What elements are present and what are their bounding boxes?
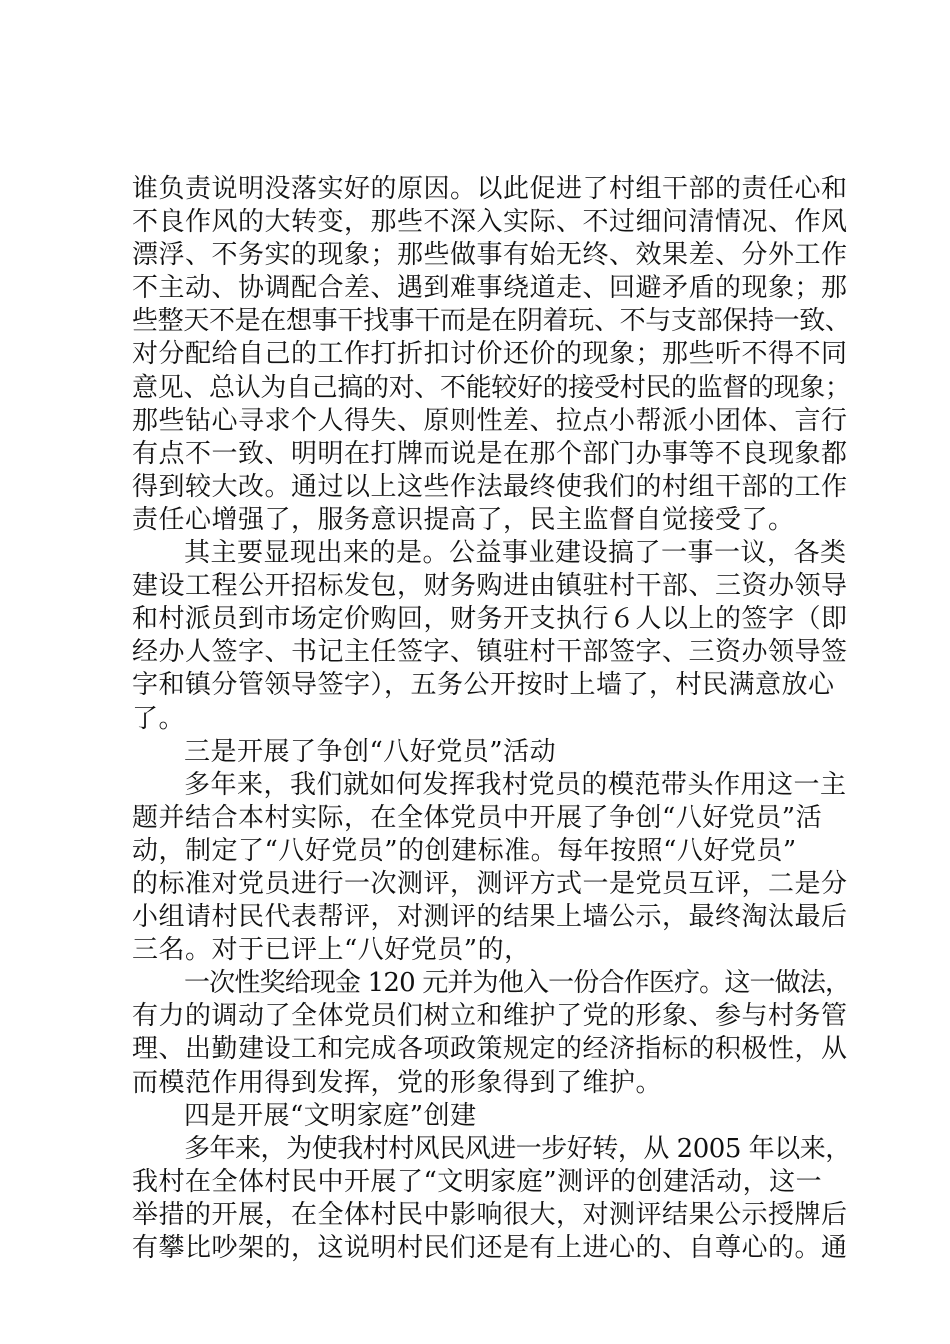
text-line: 有攀比吵架的，这说明村民们还是有上进心的、自尊心的。通	[132, 1233, 848, 1263]
text-line: 题并结合本村实际，在全体党员中开展了争创“八好党员”活	[132, 802, 823, 833]
text-line: 举措的开展，在全体村民中影响很大，对测评结果公示授牌后	[132, 1199, 848, 1230]
text-line: 理、出勤建设工和完成各项政策规定的经济指标的积极性，从	[132, 1034, 848, 1065]
document-body	[132, 173, 852, 1265]
text-line: 我村在全体村民中开展了“文明家庭”测评的创建活动，这一	[132, 1166, 823, 1197]
text-line: 有点不一致、明明在打牌而说是在那个部门办事等不良现象都	[132, 438, 848, 469]
text-line: 动，制定了“八好党员”的创建标准。每年按照“八好党员”	[132, 835, 797, 866]
text-line: 得到较大改。通过以上这些作法最终使我们的村组干部的工作	[132, 471, 848, 502]
text-line: 些整天不是在想事干找事干而是在阴着玩、不与支部保持一致、	[132, 306, 851, 337]
text-line: 和村派员到市场定价购回，财务开支执行６人以上的签字（即	[132, 604, 848, 635]
text-line: 了。	[132, 703, 186, 734]
text-line: 责任心增强了，服务意识提高了，民主监督自觉接受了。	[132, 504, 795, 535]
text-line: 谁负责说明没落实好的原因。以此促进了村组干部的责任心和	[132, 174, 848, 204]
text-line: 经办人签字、书记主任签字、镇驻村干部签字、三资办领导签	[132, 637, 848, 668]
text-line: 不良作风的大转变，那些不深入实际、不过细问清情况、作风	[132, 207, 848, 238]
text-line: 一次性奖给现金 120 元并为他入一份合作医疗。这一做法，	[184, 968, 851, 999]
text-line: 四是开展“文明家庭”创建	[184, 1100, 477, 1131]
text-line: 三名。对于已评上“八好党员”的，	[132, 935, 531, 966]
text-line: 三是开展了争创“八好党员”活动	[184, 736, 557, 767]
text-line: 意见、总认为自己搞的对、不能较好的接受村民的监督的现象；	[132, 372, 851, 403]
text-line: 小组请村民代表帮评，对测评的结果上墙公示，最终淘汰最后	[132, 902, 848, 933]
text-line: 多年来，我们就如何发挥我村党员的模范带头作用这一主	[184, 769, 847, 800]
text-line: 其主要显现出来的是。公益事业建设搞了一事一议，各类	[184, 538, 847, 569]
text-line: 建设工程公开招标发包，财务购进由镇驻村干部、三资办领导	[132, 571, 848, 602]
text-line: 的标准对党员进行一次测评，测评方式一是党员互评，二是分	[132, 868, 848, 899]
text-line: 对分配给自己的工作打折扣讨价还价的现象；那些听不得不同	[132, 339, 848, 370]
text-line: 有力的调动了全体党员们树立和维护了党的形象、参与村务管	[132, 1001, 848, 1032]
text-line: 字和镇分管领导签字），五务公开按时上墙了，村民满意放心	[132, 670, 835, 701]
text-line: 多年来，为使我村村风民风进一步好转，从 2005 年以来，	[184, 1133, 851, 1164]
text-line: 那些钻心寻求个人得失、原则性差、拉点小帮派小团体、言行	[132, 405, 848, 436]
text-line: 而模范作用得到发挥，党的形象得到了维护。	[132, 1067, 663, 1098]
text-line: 漂浮、不务实的现象；那些做事有始无终、效果差、分外工作	[132, 240, 848, 271]
text-line: 不主动、协调配合差、遇到难事绕道走、回避矛盾的现象；那	[132, 273, 848, 304]
